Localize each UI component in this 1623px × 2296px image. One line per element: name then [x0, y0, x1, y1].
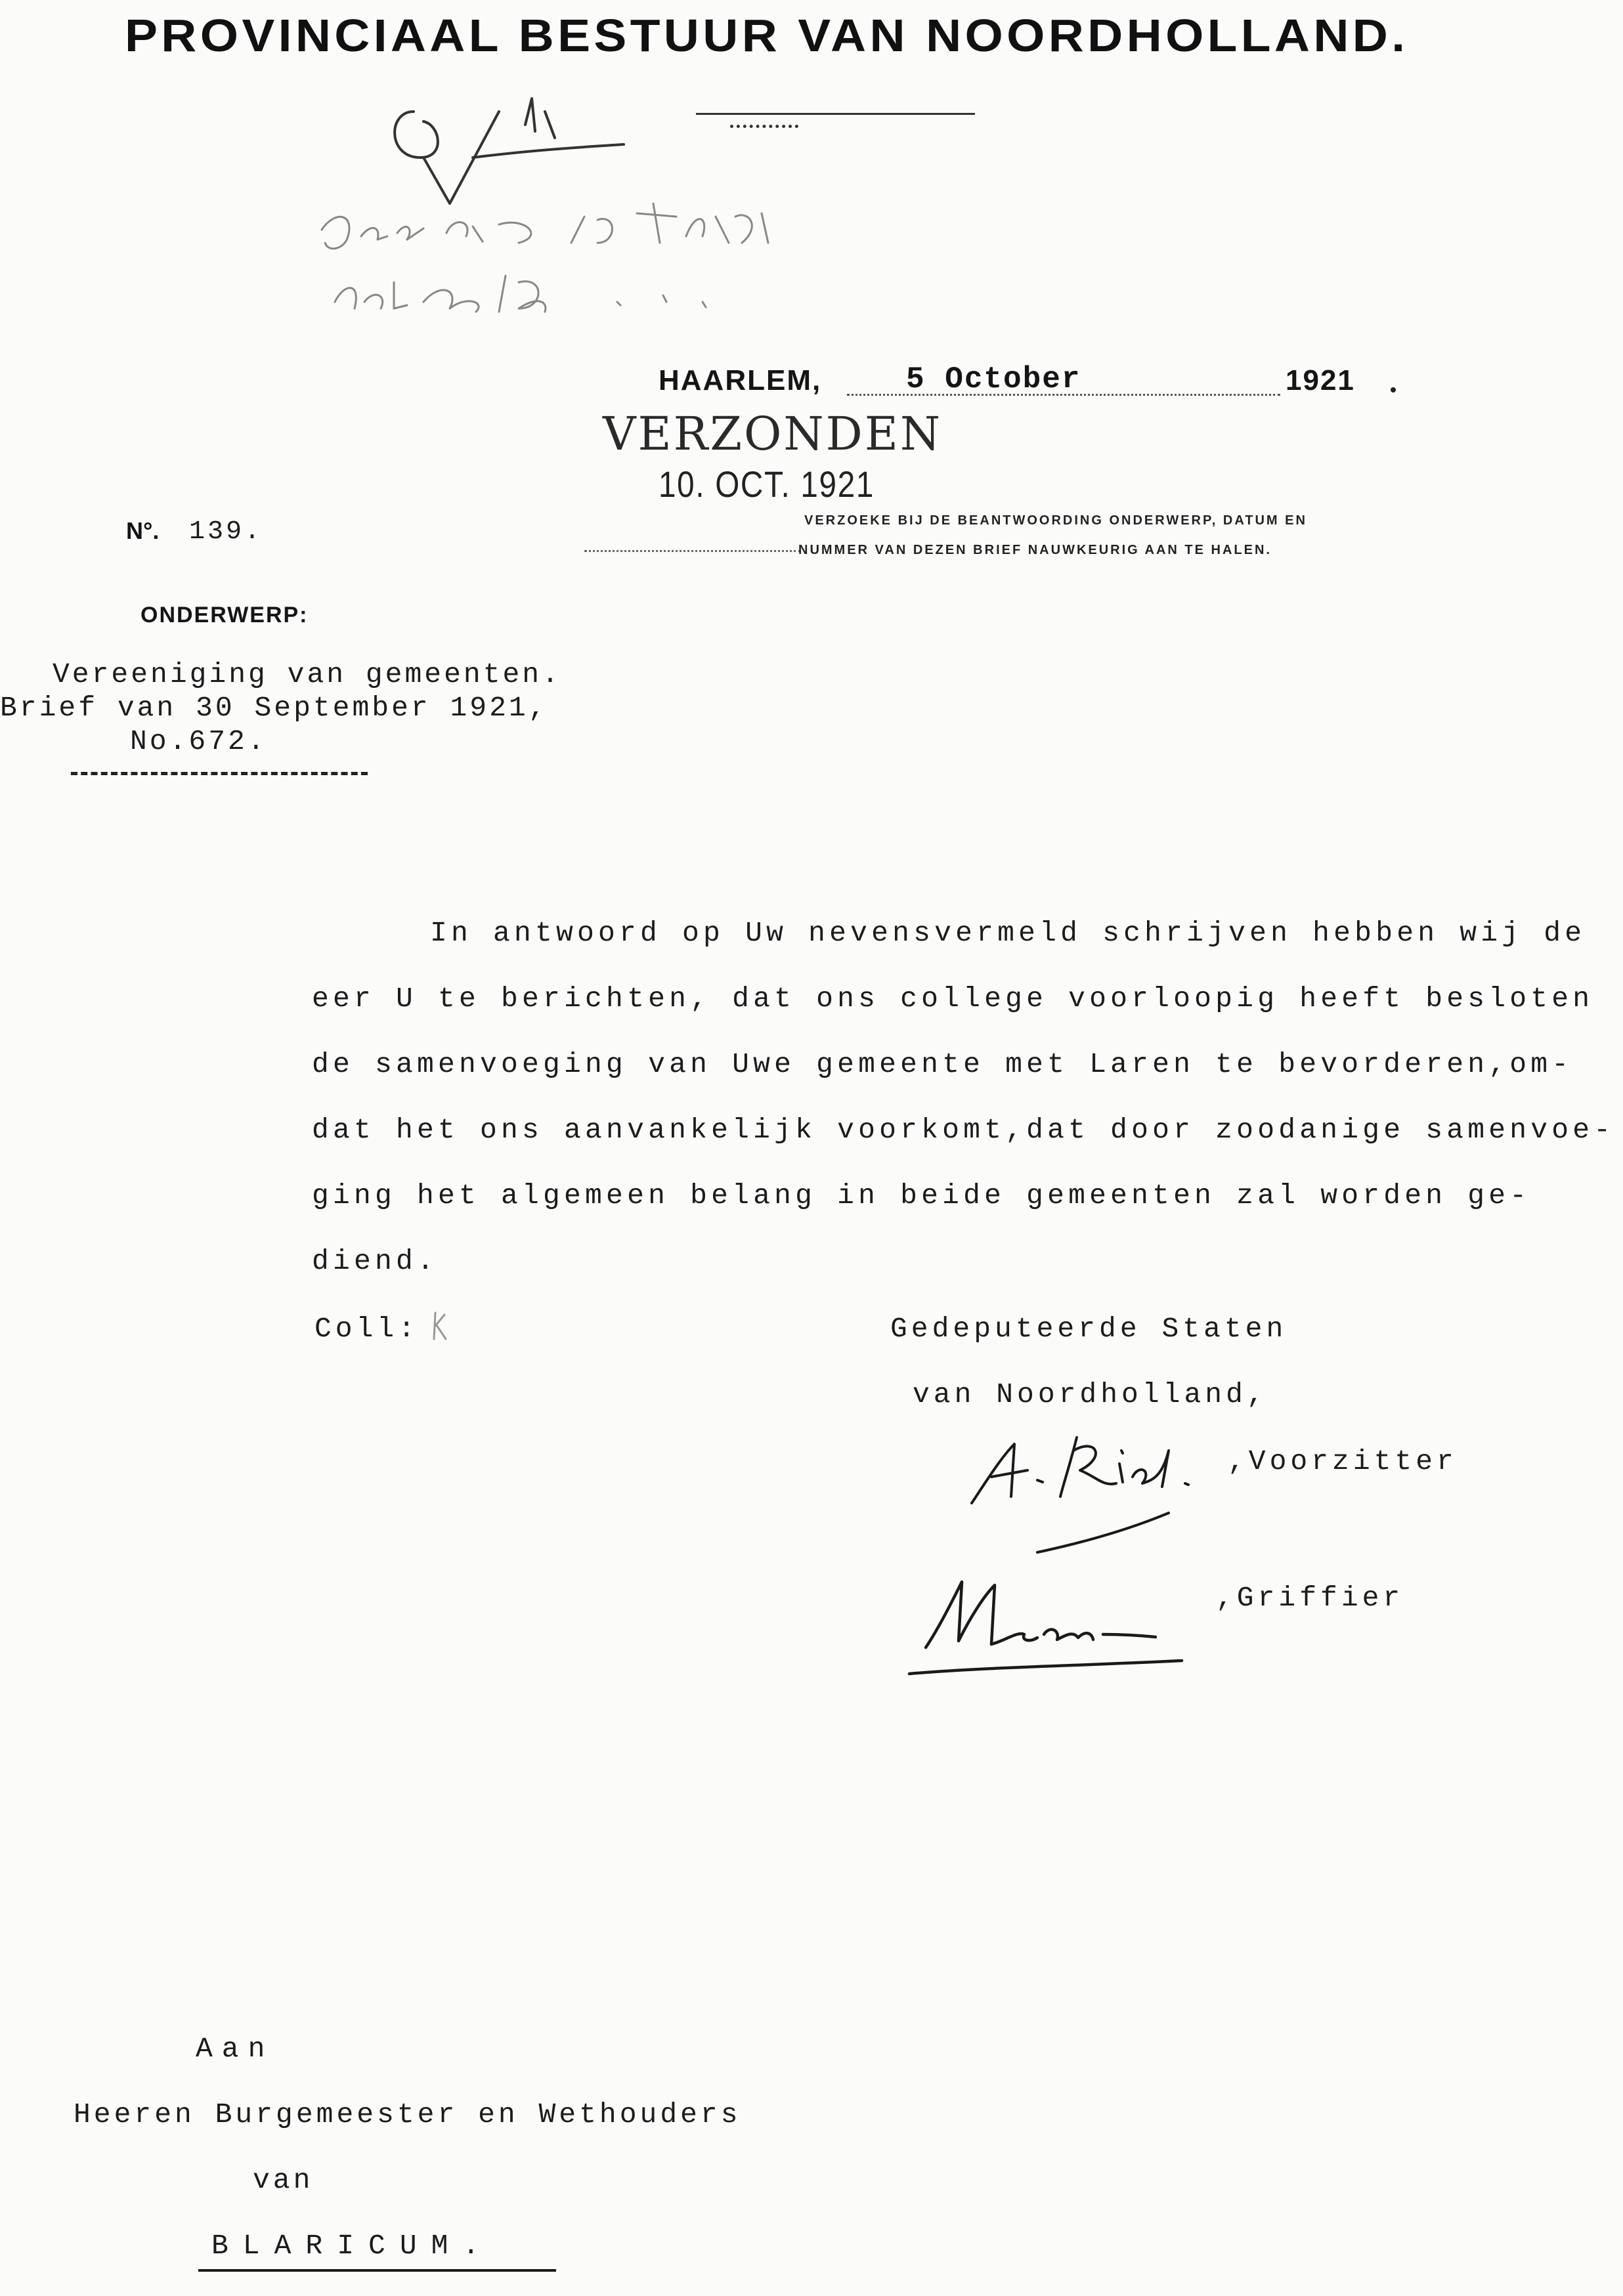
- body-line: dat het ons aanvankelijk voorkomt,dat door zoodanige samenvoe-: [312, 1114, 1615, 1146]
- instruction-dotted-line: [584, 550, 801, 552]
- subject-label: ONDERWERP:: [141, 603, 309, 627]
- addressee-underline: [198, 2269, 556, 2272]
- handwritten-annotation: [309, 85, 965, 348]
- addressee-line2: Heeren Burgemeester en Wethouders: [74, 2098, 741, 2131]
- body-line: de samenvoeging van Uwe gemeente met Laren te bevorderen,om-: [312, 1048, 1573, 1080]
- dispatch-stamp-text: VERZONDEN: [603, 407, 943, 461]
- date-day-month: 5 October: [906, 362, 1081, 396]
- subject-line: Brief van 30 September 1921,: [0, 692, 548, 724]
- body-line: diend.: [312, 1245, 439, 1277]
- addressee-line3: van: [253, 2164, 314, 2196]
- date-period: [1391, 387, 1396, 393]
- coll-pencil-mark: [430, 1309, 450, 1342]
- reference-number: 139.: [189, 517, 263, 547]
- date-year: 1921: [1286, 364, 1355, 396]
- letterhead-title: PROVINCIAAL BESTUUR VAN NOORDHOLLAND.: [125, 10, 1409, 61]
- signature-body-line2: van Noordholland,: [913, 1378, 1268, 1411]
- addressee-municipality: BLARICUM.: [211, 2230, 494, 2262]
- clerk-signature: [906, 1569, 1195, 1680]
- body-line: eer U te berichten, dat ons college voorloopig heeft besloten: [312, 983, 1594, 1015]
- signature-body-line1: Gedeputeerde Staten: [890, 1313, 1288, 1345]
- chair-signature: [965, 1424, 1241, 1556]
- body-line: In antwoord op Uw nevensvermeld schrijven hebben wij de: [430, 917, 1586, 949]
- chair-role: ,Voorzitter: [1228, 1445, 1458, 1478]
- coll-label: Coll:: [314, 1313, 420, 1345]
- reference-label: N°.: [126, 517, 160, 544]
- dispatch-stamp-date: 10. OCT. 1921: [659, 463, 875, 505]
- body-line: ging het algemeen belang in beide gemeenten zal worden ge-: [312, 1180, 1531, 1212]
- reply-instruction-line2: NUMMER VAN DEZEN BRIEF NAUWKEURIG AAN TE HALEN.: [798, 543, 1272, 557]
- clerk-role: ,Griffier: [1216, 1582, 1404, 1614]
- subject-line: No.672.: [130, 725, 267, 757]
- subject-line: Vereeniging van gemeenten.: [53, 658, 561, 691]
- reply-instruction-line1: VERZOEKE BIJ DE BEANTWOORDING ONDERWERP, DATUM EN: [804, 513, 1307, 528]
- subject-divider: [71, 772, 368, 775]
- addressee-line1: Aan: [196, 2033, 274, 2065]
- date-place: HAARLEM,: [659, 364, 822, 396]
